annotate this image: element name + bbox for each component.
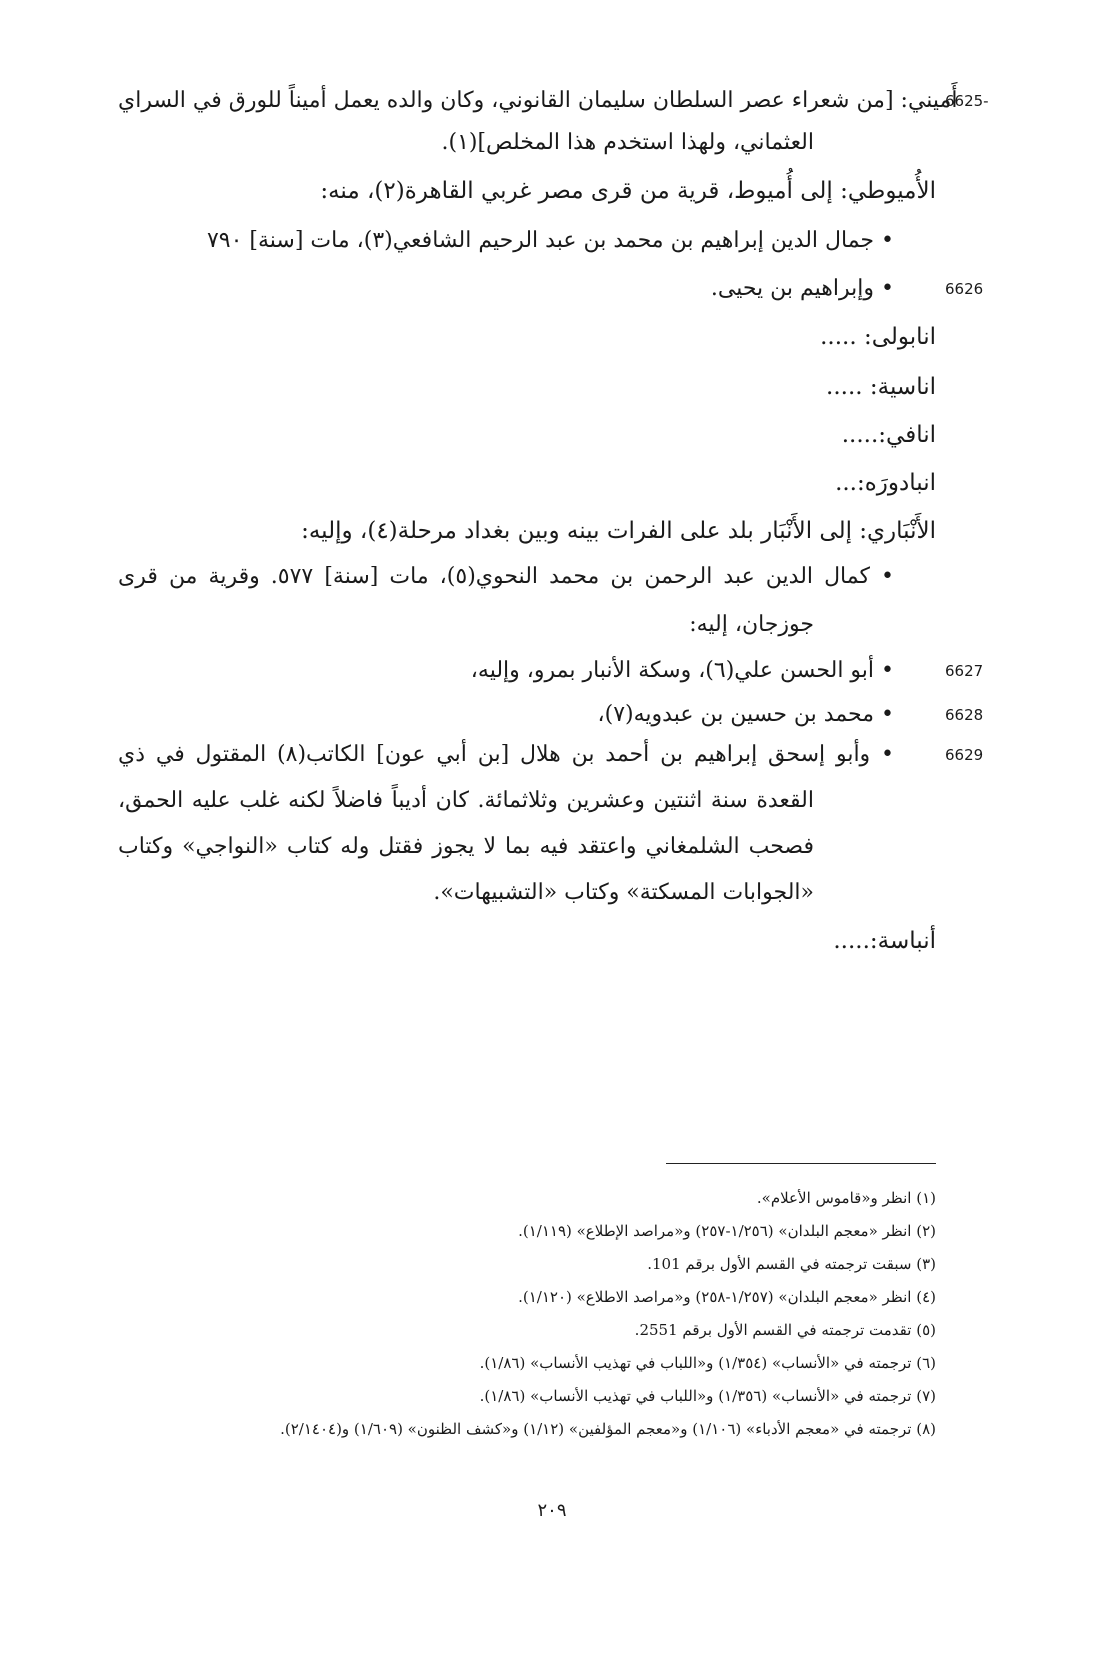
page-number: ٢٠٩ <box>537 1500 567 1521</box>
entry-6625-row <box>118 86 978 116</box>
entry-6628-number: 6628 <box>945 706 984 724</box>
entry-6627-number: 6627 <box>945 662 984 680</box>
entry-6629-number: 6629 <box>945 746 984 764</box>
anbari-heading: الأَنْبَاري: إلى الأَنْبَار بلد على الفرات بينه وبين بغداد مرحلة(٤)، وإليه: <box>301 518 936 544</box>
entry-6629-text-2: القعدة سنة اثنتين وعشرين وثلاثمائة. كان أديباً فاضلاً لكنه غلب عليه الحمق، <box>118 788 814 813</box>
entry-6629-text-4: «الجوابات المسكتة» وكتاب «التشبيهات». <box>433 880 814 905</box>
entry-6629-text-3: فصحب الشلمغاني واعتقد فيه بما لا يجوز فقتل وله كتاب «النواجي» وكتاب <box>118 834 814 859</box>
entry-6629-text: • وأبو إسحق إبراهيم بن أحمد بن هلال [بن أبي عون] الكاتب(٨) المقتول في ذي <box>118 742 894 767</box>
footnote-4: (٤) انظر «معجم البلدان» (١/٢٥٧-٢٥٨) و«مراصد الاطلاع» (١/١٢٠). <box>518 1288 936 1306</box>
umyuti-heading: الأُميوطي: إلى أُميوط، قرية من قرى مصر غربي القاهرة(٢)، منه: <box>320 178 936 204</box>
entry-6625-number: 6625- <box>945 92 989 110</box>
entry-6625-text-cont: العثماني، ولهذا استخدم هذا المخلص](١). <box>441 130 814 155</box>
footnote-8: (٨) ترجمته في «معجم الأدباء» (١/١٠٦) و«معجم المؤلفين» (١/١٢) و«كشف الظنون» (١/٦٠٩) و(٢/١٤٠٤). <box>280 1420 936 1438</box>
umyuti-item: • جمال الدين إبراهيم بن محمد بن عبد الرحيم الشافعي(٣)، مات [سنة] ٧٩٠ <box>206 228 894 253</box>
footnote-5: (٥) تقدمت ترجمته في القسم الأول برقم 2551. <box>634 1321 936 1339</box>
entry-6628-text: • محمد بن حسين بن عبدويه(٧)، <box>597 702 894 727</box>
entry-anbadura: انبادورَه:... <box>835 470 936 496</box>
entry-anabuli: انابولى: ..... <box>820 324 936 350</box>
entry-6626-text: • وإبراهيم بن يحيى. <box>710 276 894 301</box>
anbari-item: • كمال الدين عبد الرحمن بن محمد النحوي(٥)، مات [سنة] ٥٧٧. وقرية من قرى <box>118 564 894 589</box>
entry-6626-number: 6626 <box>945 280 984 298</box>
entry-anasiya: اناسية: ..... <box>826 374 936 400</box>
entry-6627-text: • أبو الحسن علي(٦)، وسكة الأنبار بمرو، وإليه، <box>470 658 894 683</box>
footnote-3: (٣) سبقت ترجمته في القسم الأول برقم 101. <box>647 1255 936 1273</box>
footnote-2: (٢) انظر «معجم البلدان» (١/٢٥٦-٢٥٧) و«مراصد الإطلاع» (١/١١٩). <box>518 1222 936 1240</box>
footnote-7: (٧) ترجمته في «الأنساب» (١/٣٥٦) و«اللباب في تهذيب الأنساب» (١/٨٦). <box>479 1387 936 1405</box>
footnote-6: (٦) ترجمته في «الأنساب» (١/٣٥٤) و«اللباب في تهذيب الأنساب» (١/٨٦). <box>479 1354 936 1372</box>
entry-anafi: انافي:..... <box>841 422 936 448</box>
entry-anbasa: أنباسة:..... <box>833 928 936 954</box>
footnote-separator <box>666 1163 936 1164</box>
entry-6625-text: أَميني: [من شعراء عصر السلطان سليمان القانوني، وكان والده يعمل أميناً للورق في السراي <box>118 88 958 113</box>
anbari-item-cont: جوزجان، إليه: <box>689 612 814 637</box>
footnote-1: (١) انظر و«قاموس الأعلام». <box>756 1189 936 1207</box>
